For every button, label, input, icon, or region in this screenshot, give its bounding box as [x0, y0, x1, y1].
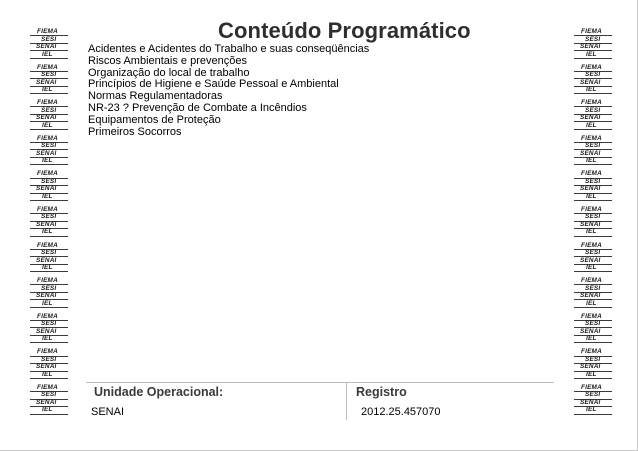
topic-item: Primeiros Socorros [88, 125, 182, 138]
logo-text: IEL [586, 86, 597, 94]
page-title: Conteúdo Programático [218, 18, 471, 43]
logo-text: SESI [41, 71, 57, 79]
logo-text: FIEMA [581, 99, 602, 107]
logo-text: IEL [586, 121, 597, 129]
logo-text: FIEMA [37, 348, 58, 356]
logo-text: IEL [42, 335, 53, 343]
logo-text: IEL [42, 299, 53, 307]
registry-label: Registro [356, 385, 407, 399]
logo-text: IEL [42, 264, 53, 272]
partner-logo-stack [571, 242, 613, 278]
logo-text: SESI [585, 391, 601, 399]
topic-list [88, 44, 369, 138]
logo-text: SENAI [580, 363, 601, 371]
partner-logo-stack [27, 313, 69, 349]
partner-logo-stack [27, 277, 69, 313]
left-logo-column [27, 28, 69, 420]
logo-text: FIEMA [37, 383, 58, 391]
logo-text: IEL [586, 370, 597, 378]
logo-text: IEL [586, 335, 597, 343]
logo-text: FIEMA [581, 63, 602, 71]
logo-text: SENAI [580, 78, 601, 86]
logo-rule [30, 414, 68, 415]
partner-logo-stack [27, 206, 69, 242]
logo-text: IEL [42, 406, 53, 414]
logo-text: SENAI [36, 185, 57, 193]
logo-text: FIEMA [581, 383, 602, 391]
topic-item: Equipamentos de Proteção [88, 113, 221, 126]
logo-text: SENAI [580, 292, 601, 300]
logo-text: SENAI [580, 256, 601, 264]
logo-text: IEL [42, 157, 53, 165]
logo-text: SENAI [36, 114, 57, 122]
logo-text: IEL [586, 157, 597, 165]
partner-logo-stack [571, 348, 613, 384]
logo-text: IEL [42, 50, 53, 58]
footer-divider [86, 382, 554, 383]
logo-text: IEL [586, 299, 597, 307]
logo-text: SESI [41, 355, 57, 363]
logo-text: FIEMA [37, 134, 58, 142]
logo-text: SENAI [36, 398, 57, 406]
logo-text: SESI [41, 284, 57, 292]
logo-text: SESI [585, 71, 601, 79]
partner-logo-stack [571, 313, 613, 349]
logo-rule [574, 378, 612, 379]
footer-separator [346, 382, 347, 420]
topic-item: Acidentes e Acidentes do Trabalho e suas conseqüências [88, 43, 370, 55]
logo-text: IEL [42, 86, 53, 94]
partner-logo-stack [27, 99, 69, 135]
logo-rule [30, 378, 68, 379]
logo-rule [574, 164, 612, 165]
logo-text: IEL [586, 406, 597, 414]
logo-text: SENAI [36, 292, 57, 300]
partner-logo-stack [571, 135, 613, 171]
logo-rule [30, 271, 68, 272]
logo-rule [30, 307, 68, 308]
logo-rule [30, 93, 68, 94]
logo-rule [30, 200, 68, 201]
partner-logo-stack [27, 170, 69, 206]
topic-item: NR-23 ? Prevenção de Combate a Incêndios [88, 101, 307, 114]
partner-logo-stack [27, 348, 69, 384]
logo-text: SESI [41, 35, 57, 43]
logo-text: IEL [42, 370, 53, 378]
logo-text: SESI [585, 249, 601, 257]
partner-logo-stack [27, 135, 69, 171]
logo-rule [574, 414, 612, 415]
logo-text: SESI [585, 213, 601, 221]
logo-text: FIEMA [581, 205, 602, 213]
logo-rule [30, 164, 68, 165]
partner-logo-stack [571, 28, 613, 64]
logo-text: SESI [585, 106, 601, 114]
logo-text: SENAI [36, 149, 57, 157]
logo-text: FIEMA [37, 205, 58, 213]
logo-text: SESI [41, 106, 57, 114]
right-logo-column [571, 28, 613, 420]
logo-rule [30, 58, 68, 59]
logo-text: FIEMA [37, 170, 58, 178]
logo-text: IEL [586, 228, 597, 236]
logo-text: SENAI [36, 220, 57, 228]
logo-text: SENAI [36, 363, 57, 371]
logo-text: SENAI [580, 43, 601, 50]
logo-text: IEL [586, 50, 597, 58]
logo-text: SESI [585, 355, 601, 363]
logo-text: SESI [41, 391, 57, 399]
logo-rule [574, 271, 612, 272]
logo-text: SESI [585, 284, 601, 292]
logo-text: FIEMA [581, 348, 602, 356]
logo-text: FIEMA [37, 277, 58, 285]
logo-text: IEL [586, 264, 597, 272]
logo-rule [574, 307, 612, 308]
logo-text: SESI [41, 320, 57, 328]
logo-text: SENAI [580, 327, 601, 335]
logo-text: SENAI [580, 185, 601, 193]
logo-text: FIEMA [581, 241, 602, 249]
logo-text: FIEMA [37, 28, 58, 35]
logo-text: SESI [585, 35, 601, 43]
partner-logo-stack [571, 170, 613, 206]
logo-text: FIEMA [581, 134, 602, 142]
partner-logo-stack [571, 277, 613, 313]
logo-text: SENAI [36, 78, 57, 86]
logo-rule [574, 93, 612, 94]
logo-text: IEL [42, 228, 53, 236]
logo-text: FIEMA [37, 241, 58, 249]
partner-logo-stack [27, 64, 69, 100]
logo-rule [574, 129, 612, 130]
unit-value: SENAI [91, 406, 125, 418]
logo-text: IEL [42, 121, 53, 129]
logo-rule [574, 236, 612, 237]
logo-text: SESI [41, 213, 57, 221]
logo-text: SENAI [36, 43, 57, 50]
logo-text: IEL [586, 192, 597, 200]
partner-logo-stack [571, 384, 613, 420]
topic-item: Normas Regulamentadoras [88, 90, 223, 103]
logo-text: SESI [41, 142, 57, 150]
unit-label: Unidade Operacional: [94, 385, 224, 399]
topic-item: Riscos Ambientais e prevenções [88, 54, 247, 67]
logo-text: SESI [585, 142, 601, 150]
logo-text: SENAI [580, 398, 601, 406]
logo-text: SENAI [580, 114, 601, 122]
logo-text: SESI [585, 320, 601, 328]
logo-rule [574, 200, 612, 201]
logo-text: SENAI [36, 327, 57, 335]
partner-logo-stack [571, 206, 613, 242]
partner-logo-stack [27, 384, 69, 420]
logo-text: FIEMA [37, 63, 58, 71]
logo-rule [30, 236, 68, 237]
partner-logo-stack [571, 99, 613, 135]
topic-item: Princípios de Higiene e Saúde Pessoal e Ambiental [88, 78, 339, 91]
logo-text: SENAI [580, 220, 601, 228]
logo-text: SESI [41, 249, 57, 257]
logo-text: SESI [41, 177, 57, 185]
logo-text: FIEMA [37, 312, 58, 320]
logo-text: SENAI [580, 149, 601, 157]
logo-text: FIEMA [581, 28, 602, 35]
logo-rule [30, 342, 68, 343]
topic-item: Organização do local de trabalho [88, 66, 250, 79]
logo-rule [574, 58, 612, 59]
logo-text: SESI [585, 177, 601, 185]
partner-logo-stack [27, 242, 69, 278]
logo-rule [574, 342, 612, 343]
partner-logo-stack [27, 28, 69, 64]
logo-text: FIEMA [581, 170, 602, 178]
logo-text: FIEMA [581, 312, 602, 320]
logo-rule [30, 129, 68, 130]
registry-value: 2012.25.457070 [361, 406, 441, 418]
logo-text: FIEMA [581, 277, 602, 285]
logo-text: IEL [42, 192, 53, 200]
logo-text: SENAI [36, 256, 57, 264]
partner-logo-stack [571, 64, 613, 100]
logo-text: FIEMA [37, 99, 58, 107]
